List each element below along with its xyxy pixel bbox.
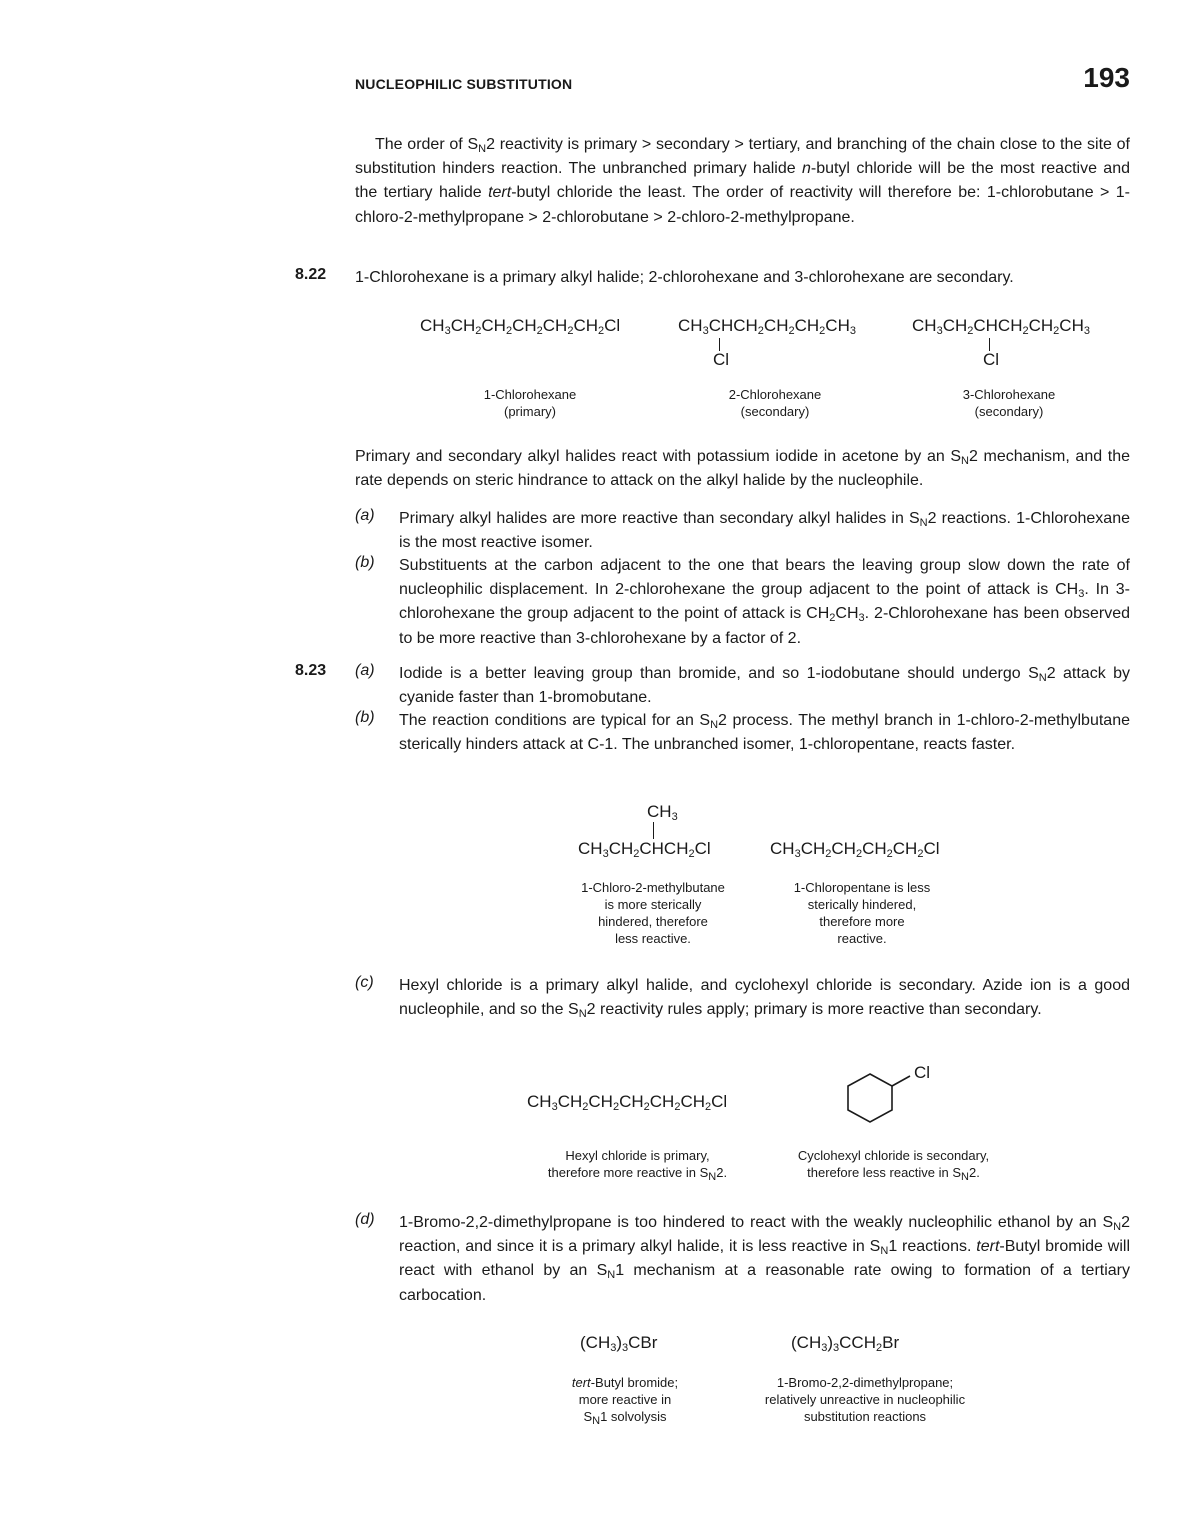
problem-8-23-part-d: 1-Bromo-2,2-dimethylpropane is too hindered to react with the weakly nucleophilic ethanol by an $S_N2$ reaction, and since it is a primary alkyl halide, it is less reactive in $S_N1$ reactions. tert-Butyl bromide will react with ethanol by an $S_N1$ mechanism at a reasonable rate owing to formation of a tertiary carbocation.	[399, 1214, 1131, 1304]
chlorine-substituent: Cl	[914, 1063, 931, 1082]
caption-1-bromo-2-2-dimethylpropane: 1-Bromo-2,2-dimethylpropane; relatively unreactive in nucleophilic substitution reactions	[764, 1375, 966, 1424]
page-number: 193	[1083, 62, 1130, 93]
structure-1-bromo-2-2-dimethylpropane: $(CH_3)_3CCH_2Br$	[791, 1333, 900, 1354]
structure-1-chloro-2-methylbutane: $CH_3CH_2CHCH_2Cl$	[578, 839, 711, 860]
chlorine-substituent: Cl	[983, 350, 1000, 369]
part-b-label: (b)	[355, 554, 375, 571]
problem-8-22-part-b: Substituents at the carbon adjacent to the one that bears the leaving group slow down the rate of nucleophilic displacement. In 2-chlorohexane the group adjacent to the point of attack is $CH_3$. In 3-chlorohexane the group adjacent to the point of attack is $CH_2CH_3$. 2-Chlorohexane has been observed to be more reactive than 3-chlorohexane by a factor of 2.	[399, 557, 1131, 647]
caption-cyclohexyl-chloride: Cyclohexyl chloride is secondary, therefore less reactive in $S_N2$.	[797, 1148, 990, 1183]
problem-8-22-part-a: Primary alkyl halides are more reactive than secondary alkyl halides in $S_N2$ reactions. 1-Chlorohexane is the most reactive isomer.	[399, 510, 1130, 552]
chlorine-substituent: Cl	[713, 350, 730, 369]
cyclohexane-ring	[848, 1074, 892, 1122]
problem-8-23-part-b: The reaction conditions are typical for an $S_N2$ process. The methyl branch in 1-chloro-2-methylbutane sterically hinders attack at C-1. The unbranched isomer, 1-chloropentane, reacts faster.	[399, 712, 1130, 754]
problem-number-8-22: 8.22	[295, 266, 327, 283]
caption-1-chloro-2-methylbutane: 1-Chloro-2-methylbutane is more sterically hindered, therefore less reactive.	[581, 880, 725, 946]
running-title: NUCLEOPHILIC SUBSTITUTION	[355, 76, 573, 92]
caption-1-chlorohexane: 1-Chlorohexane (primary)	[483, 387, 577, 419]
structure-2-chlorohexane: $CH_3CHCH_2CH_2CH_2CH_3$	[678, 316, 856, 337]
structure-1-chloropentane: $CH_3CH_2CH_2CH_2CH_2Cl$	[770, 839, 940, 860]
methyl-branch: $CH_3$	[647, 802, 678, 823]
c-cl-bond	[892, 1076, 910, 1086]
structure-3-chlorohexane: $CH_3CH_2CHCH_2CH_2CH_3$	[912, 316, 1090, 337]
problem-number-8-23: 8.23	[295, 662, 327, 679]
part-a-label: (a)	[355, 507, 375, 524]
structure-hexyl-chloride: $CH_3CH_2CH_2CH_2CH_2CH_2Cl$	[527, 1092, 728, 1113]
structure-1-chlorohexane: $CH_3CH_2CH_2CH_2CH_2CH_2Cl$	[420, 316, 621, 337]
problem-8-23-part-a: Iodide is a better leaving group than bromide, and so 1-iodobutane should undergo $S_N2$ attack by cyanide faster than 1-bromobutane.	[399, 665, 1131, 707]
structure-tert-butyl-bromide: $(CH_3)_3CBr$	[580, 1333, 658, 1354]
caption-1-chloropentane: 1-Chloropentane is less sterically hindered, therefore more reactive.	[793, 880, 931, 946]
part-c-label: (c)	[355, 974, 374, 991]
caption-2-chlorohexane: 2-Chlorohexane (secondary)	[728, 387, 822, 419]
problem-8-22-explanation: Primary and secondary alkyl halides react with potassium iodide in acetone by an $S_N2$ mechanism, and the rate depends on steric hindrance to attack on the alkyl halide by the nucleophile.	[355, 448, 1131, 490]
problem-8-23-part-c: Hexyl chloride is a primary alkyl halide, and cyclohexyl chloride is secondary. Azide ion is a good nucleophile, and so the $S_N2$ reactivity rules apply; primary is more reactive than secondary.	[399, 977, 1130, 1021]
part-d-label: (d)	[355, 1211, 375, 1228]
bond-line	[653, 822, 654, 839]
part-b-label: (b)	[355, 709, 375, 726]
problem-8-22-statement: 1-Chlorohexane is a primary alkyl halide; 2-chlorohexane and 3-chlorohexane are secondary.	[355, 269, 1014, 286]
part-a-label: (a)	[355, 662, 375, 679]
caption-hexyl-chloride: Hexyl chloride is primary, therefore more reactive in $S_N2$.	[547, 1148, 728, 1183]
caption-3-chlorohexane: 3-Chlorohexane (secondary)	[962, 387, 1056, 419]
intro-paragraph: The order of $S_N2$ reactivity is primary > secondary > tertiary, and branching of the chain close to the site of substitution hinders reaction. The unbranched primary halide n-butyl chloride will be the most reactive and the tertiary halide tert-butyl chloride the least. The order of reactivity will therefore be: 1-chlorobutane > 1-chloro-2-methylpropane > 2-chlorobutane > 2-chloro-2-methylpropane.	[355, 136, 1131, 226]
caption-tert-butyl-bromide: tert-Butyl bromide; more reactive in $S_N1$ solvolysis	[571, 1375, 679, 1427]
